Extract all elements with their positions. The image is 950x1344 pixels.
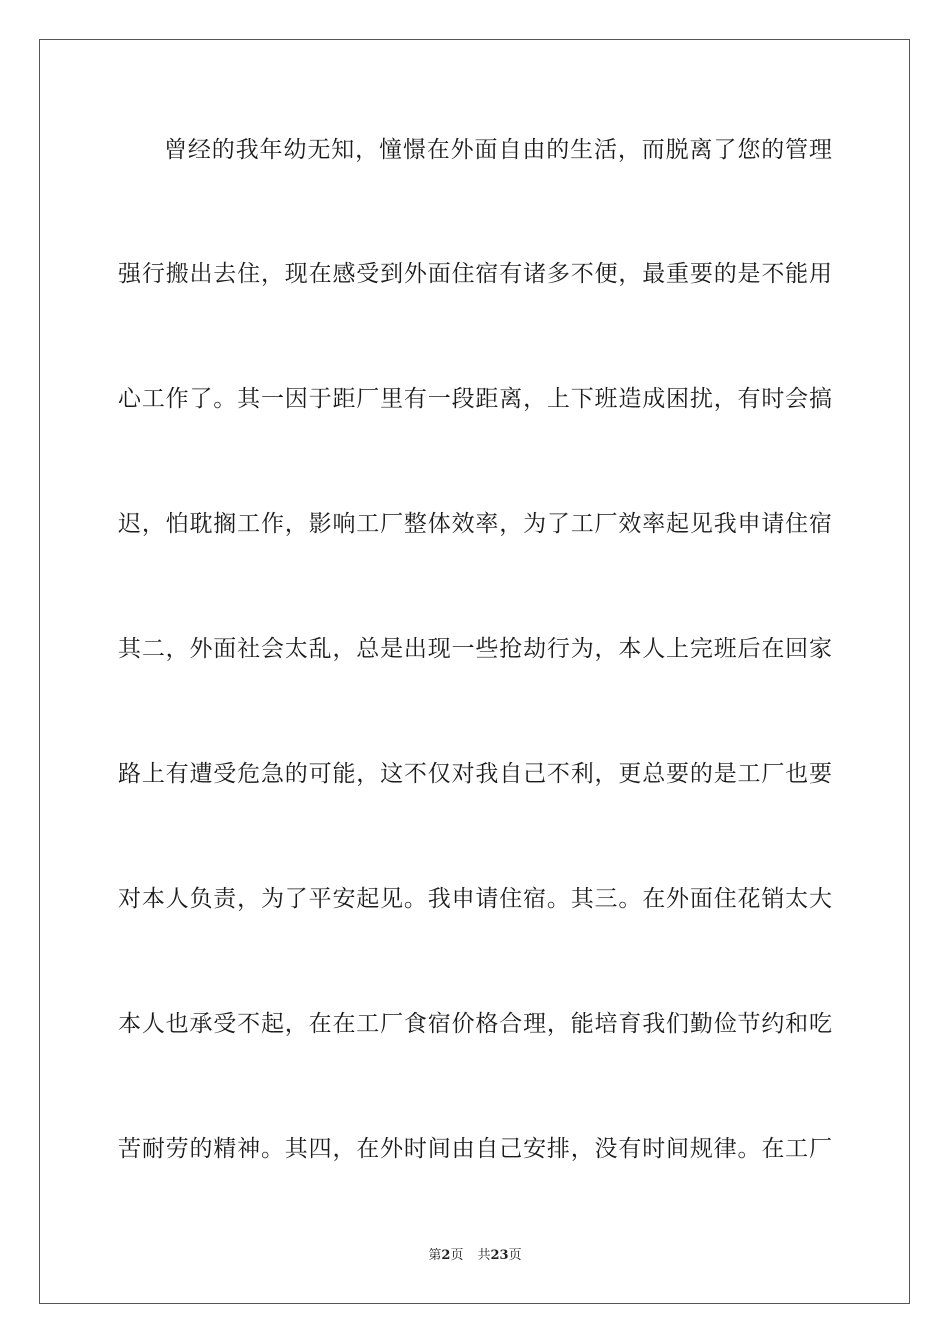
text-line-9: 苦耐劳的精神。其四，在外时间由自己安排，没有时间规律。在工厂 xyxy=(118,1136,832,1162)
text-line-1: 曾经的我年幼无知，憧憬在外面自由的生活，而脱离了您的管理 xyxy=(164,137,832,163)
text-line-6: 路上有遭受危急的可能，这不仅对我自己不利，更总要的是工厂也要 xyxy=(118,761,832,787)
page-number: 2 xyxy=(441,1248,451,1263)
page-border xyxy=(39,39,910,1304)
text-line-5: 其二，外面社会太乱，总是出现一些抢劫行为，本人上完班后在回家 xyxy=(118,636,832,662)
text-line-2: 强行搬出去住，现在感受到外面住宿有诸多不便，最重要的是不能用 xyxy=(118,261,832,287)
text-line-4: 迟，怕耽搁工作，影响工厂整体效率，为了工厂效率起见我申请住宿 xyxy=(118,511,832,537)
total-pages: 23 xyxy=(490,1248,509,1263)
total-suffix: 页 xyxy=(508,1248,522,1263)
page-suffix: 页 xyxy=(450,1248,464,1263)
text-line-8: 本人也承受不起，在在工厂食宿价格合理，能培育我们勤俭节约和吃 xyxy=(118,1011,832,1037)
page-footer xyxy=(0,1247,950,1265)
page-prefix: 第 xyxy=(428,1248,442,1263)
text-line-3: 心工作了。其一因于距厂里有一段距离，上下班造成困扰，有时会搞 xyxy=(118,386,832,412)
total-prefix: 共 xyxy=(477,1248,491,1263)
text-line-7: 对本人负责，为了平安起见。我申请住宿。其三。在外面住花销太大 xyxy=(118,886,832,912)
